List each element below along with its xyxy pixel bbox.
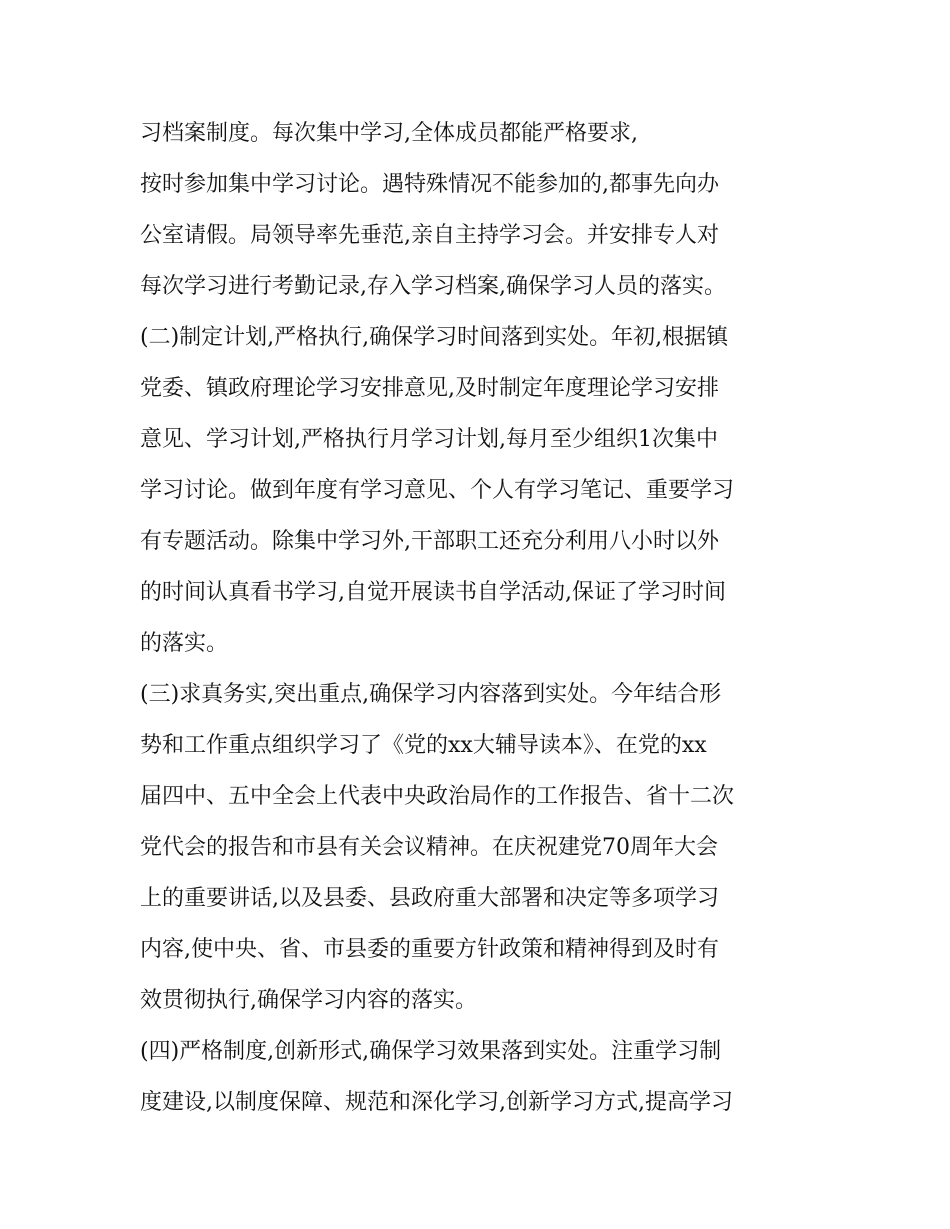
text-line: 公室请假。局领导率先垂范,亲自主持学习会。并安排专人对 bbox=[140, 223, 719, 248]
text-line: 按时参加集中学习讨论。遇特殊情况不能参加的,都事先向办 bbox=[140, 172, 719, 197]
text-line: 学习讨论。做到年度有学习意见、个人有学习笔记、重要学习 bbox=[140, 478, 735, 503]
text-line: 度建设,以制度保障、规范和深化学习,创新学习方式,提高学习 bbox=[140, 1090, 733, 1115]
text-line: 内容,使中央、省、市县委的重要方针政策和精神得到及时有 bbox=[140, 937, 719, 962]
text-line: 的落实。 bbox=[140, 631, 229, 656]
text-line: 有专题活动。除集中学习外,干部职工还充分利用八小时以外 bbox=[140, 529, 719, 554]
text-line: 上的重要讲话,以及县委、县政府重大部署和决定等多项学习 bbox=[140, 886, 719, 911]
text-line: (三)求真务实,突出重点,确保学习内容落到实处。今年结合形 bbox=[140, 682, 722, 707]
text-line: 习档案制度。每次集中学习,全体成员都能严格要求, bbox=[140, 121, 638, 146]
text-line: (四)严格制度,创新形式,确保学习效果落到实处。注重学习制 bbox=[140, 1039, 722, 1064]
text-line: 势和工作重点组织学习了《党的xx大辅导读本》、在党的xx bbox=[140, 733, 707, 758]
text-line: 党代会的报告和市县有关会议精神。在庆祝建党70周年大会 bbox=[140, 835, 718, 860]
text-line: 每次学习进行考勤记录,存入学习档案,确保学习人员的落实。 bbox=[140, 274, 726, 299]
text-line: (二)制定计划,严格执行,确保学习时间落到实处。年初,根据镇 bbox=[140, 325, 729, 350]
text-line: 党委、镇政府理论学习安排意见,及时制定年度理论学习安排 bbox=[140, 376, 719, 401]
text-line: 的时间认真看书学习,自觉开展读书自学活动,保证了学习时间 bbox=[140, 580, 726, 605]
text-line: 届四中、五中全会上代表中央政治局作的工作报告、省十二次 bbox=[140, 784, 735, 809]
text-line: 效贯彻执行,确保学习内容的落实。 bbox=[140, 988, 477, 1013]
document-body bbox=[140, 108, 830, 1128]
text-line: 意见、学习计划,严格执行月学习计划,每月至少组织1次集中 bbox=[140, 427, 718, 452]
